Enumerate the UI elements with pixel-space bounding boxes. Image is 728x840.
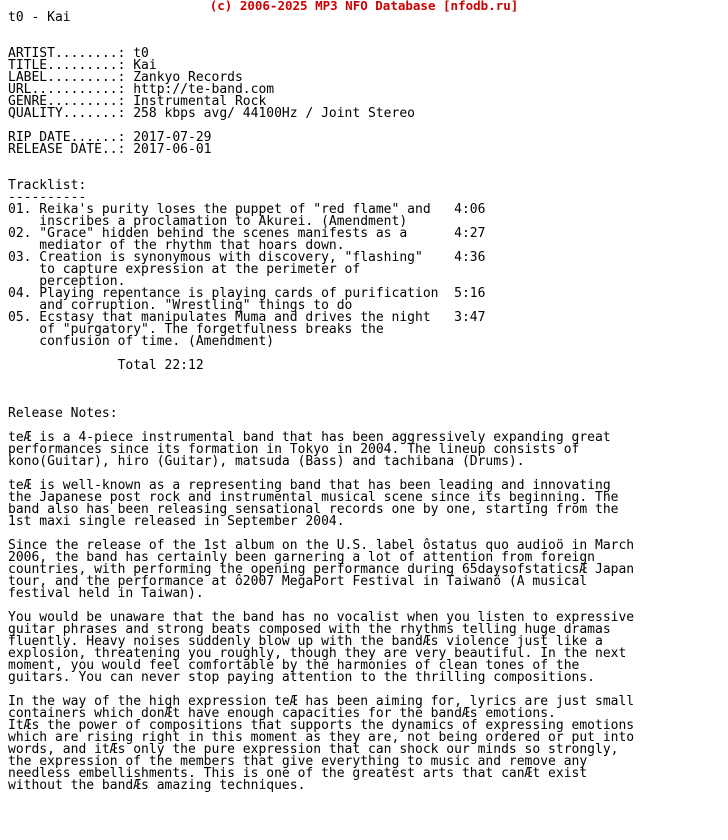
nfo-line: teÆ is a 4-piece instrumental band that has been aggressively expanding great: [8, 430, 611, 445]
nfo-line: 1st maxi single released in September 2004.: [8, 514, 345, 529]
nfo-line: [8, 24, 634, 36]
nfo-line: ----------: [8, 190, 87, 205]
nfo-line: needless embellishments. This is one of the greatest arts that canÆt exist: [8, 766, 588, 781]
nfo-line: band also has been releasing sensational records one by one, starting from the: [8, 502, 619, 517]
nfo-line: [8, 156, 634, 168]
nfo-line: LABEL.........: Zankyo Records: [8, 70, 243, 85]
nfo-line: explosion, threatening you roughly, though they are very beautiful. In the next: [8, 646, 627, 661]
nfo-line: GENRE.........: Instrumental Rock: [8, 94, 267, 109]
nfo-line: 03. Creation is synonymous with discovery, "flashing" 4:36: [8, 250, 486, 265]
nfo-text-block: [8, 12, 634, 792]
nfo-line: without the bandÆs amazing techniques.: [8, 778, 306, 793]
nfo-line: inscribes a proclamation to Akurei. (Amendment): [8, 214, 408, 229]
nfo-line: Release Notes:: [8, 406, 118, 421]
nfo-line: the Japanese post rock and instrumental musical scene since its beginning. The: [8, 490, 619, 505]
nfo-line: teÆ is well-known as a representing band that has been leading and innovating: [8, 478, 611, 493]
nfo-line: 02. "Grace" hidden behind the scenes manifests as a 4:27: [8, 226, 486, 241]
nfo-line: and corruption. "Wrestling" things to do: [8, 298, 353, 313]
nfo-line: Total 22:12: [8, 358, 204, 373]
nfo-line: [8, 168, 634, 180]
nfo-line: countries, with performing the opening performance during 65daysofstaticsÆ Japan: [8, 562, 635, 577]
nfo-line: [8, 372, 634, 384]
nfo-line: words, and itÆs only the pure expression that can shock our minds so strongly,: [8, 742, 619, 757]
nfo-line: of "purgatory". The forgetfulness breaks the: [8, 322, 384, 337]
nfo-line: TITLE.........: Kai: [8, 58, 157, 73]
nfo-line: performances since its formation in Tokyo in 2004. The lineup consists of: [8, 442, 580, 457]
nfo-line: In the way of the high expression teÆ has been aiming for, lyrics are just small: [8, 694, 635, 709]
site-copyright-header: (c) 2006-2025 MP3 NFO Database [nfodb.ru]: [209, 0, 519, 13]
nfo-line: 01. Reika's purity loses the puppet of "red flame" and 4:06: [8, 202, 486, 217]
nfo-line: confusion of time. (Amendment): [8, 334, 275, 349]
nfo-line: [8, 384, 634, 396]
nfo-line: 2006, the band has certainly been garnering a lot of attention from foreign: [8, 550, 595, 565]
nfo-line: the expression of the members that give everything to music and remove any: [8, 754, 588, 769]
nfo-line: perception.: [8, 274, 126, 289]
nfo-line: mediator of the rhythm that hoars down.: [8, 238, 345, 253]
nfo-line: guitar phrases and strong beats composed with the rhythms telling huge dramas: [8, 622, 611, 637]
nfo-line: You would be unaware that the band has no vocalist when you listen to expressive: [8, 610, 635, 625]
nfo-line: kono(Guitar), hiro (Guitar), matsuda (Bass) and tachibana (Drums).: [8, 454, 525, 469]
nfo-line: ARTIST........: t0: [8, 46, 149, 61]
nfo-line: moment, you would feel comfortable by the harmonies of clean tones of the: [8, 658, 580, 673]
nfo-line: tour, and the performance at ô2007 MegaPort Festival in Taiwanö (A musical: [8, 574, 588, 589]
nfo-line: to capture expression at the perimeter of: [8, 262, 361, 277]
nfo-line: 04. Playing repentance is playing cards of purification 5:16: [8, 286, 486, 301]
nfo-line: Tracklist:: [8, 178, 87, 193]
nfo-line: Since the release of the 1st album on the U.S. label ôstatus quo audioö in March: [8, 538, 635, 553]
nfo-line: t0 - Kai: [8, 10, 71, 25]
nfo-line: guitars. You can never stop paying attention to the thrilling compositions.: [8, 670, 595, 685]
nfo-line: containers which donÆt have enough capacities for the bandÆs emotions.: [8, 706, 556, 721]
nfo-line: which are rising right in this moment as they are, not being ordered or put into: [8, 730, 635, 745]
nfo-line: ItÆs the power of compositions that supports the dynamics of expressing emotions: [8, 718, 635, 733]
nfo-line: URL...........: http://te-band.com: [8, 82, 275, 97]
nfo-line: 05. Ecstasy that manipulates Muma and drives the night 3:47: [8, 310, 486, 325]
nfo-line: RELEASE DATE..: 2017-06-01: [8, 142, 212, 157]
nfo-line: fluently. Heavy noises suddenly blow up with the bandÆs violence just like a: [8, 634, 603, 649]
nfo-line: QUALITY.......: 258 kbps avg/ 44100Hz / Joint Stereo: [8, 106, 415, 121]
nfo-line: RIP DATE......: 2017-07-29: [8, 130, 212, 145]
nfo-line: festival held in Taiwan).: [8, 586, 204, 601]
